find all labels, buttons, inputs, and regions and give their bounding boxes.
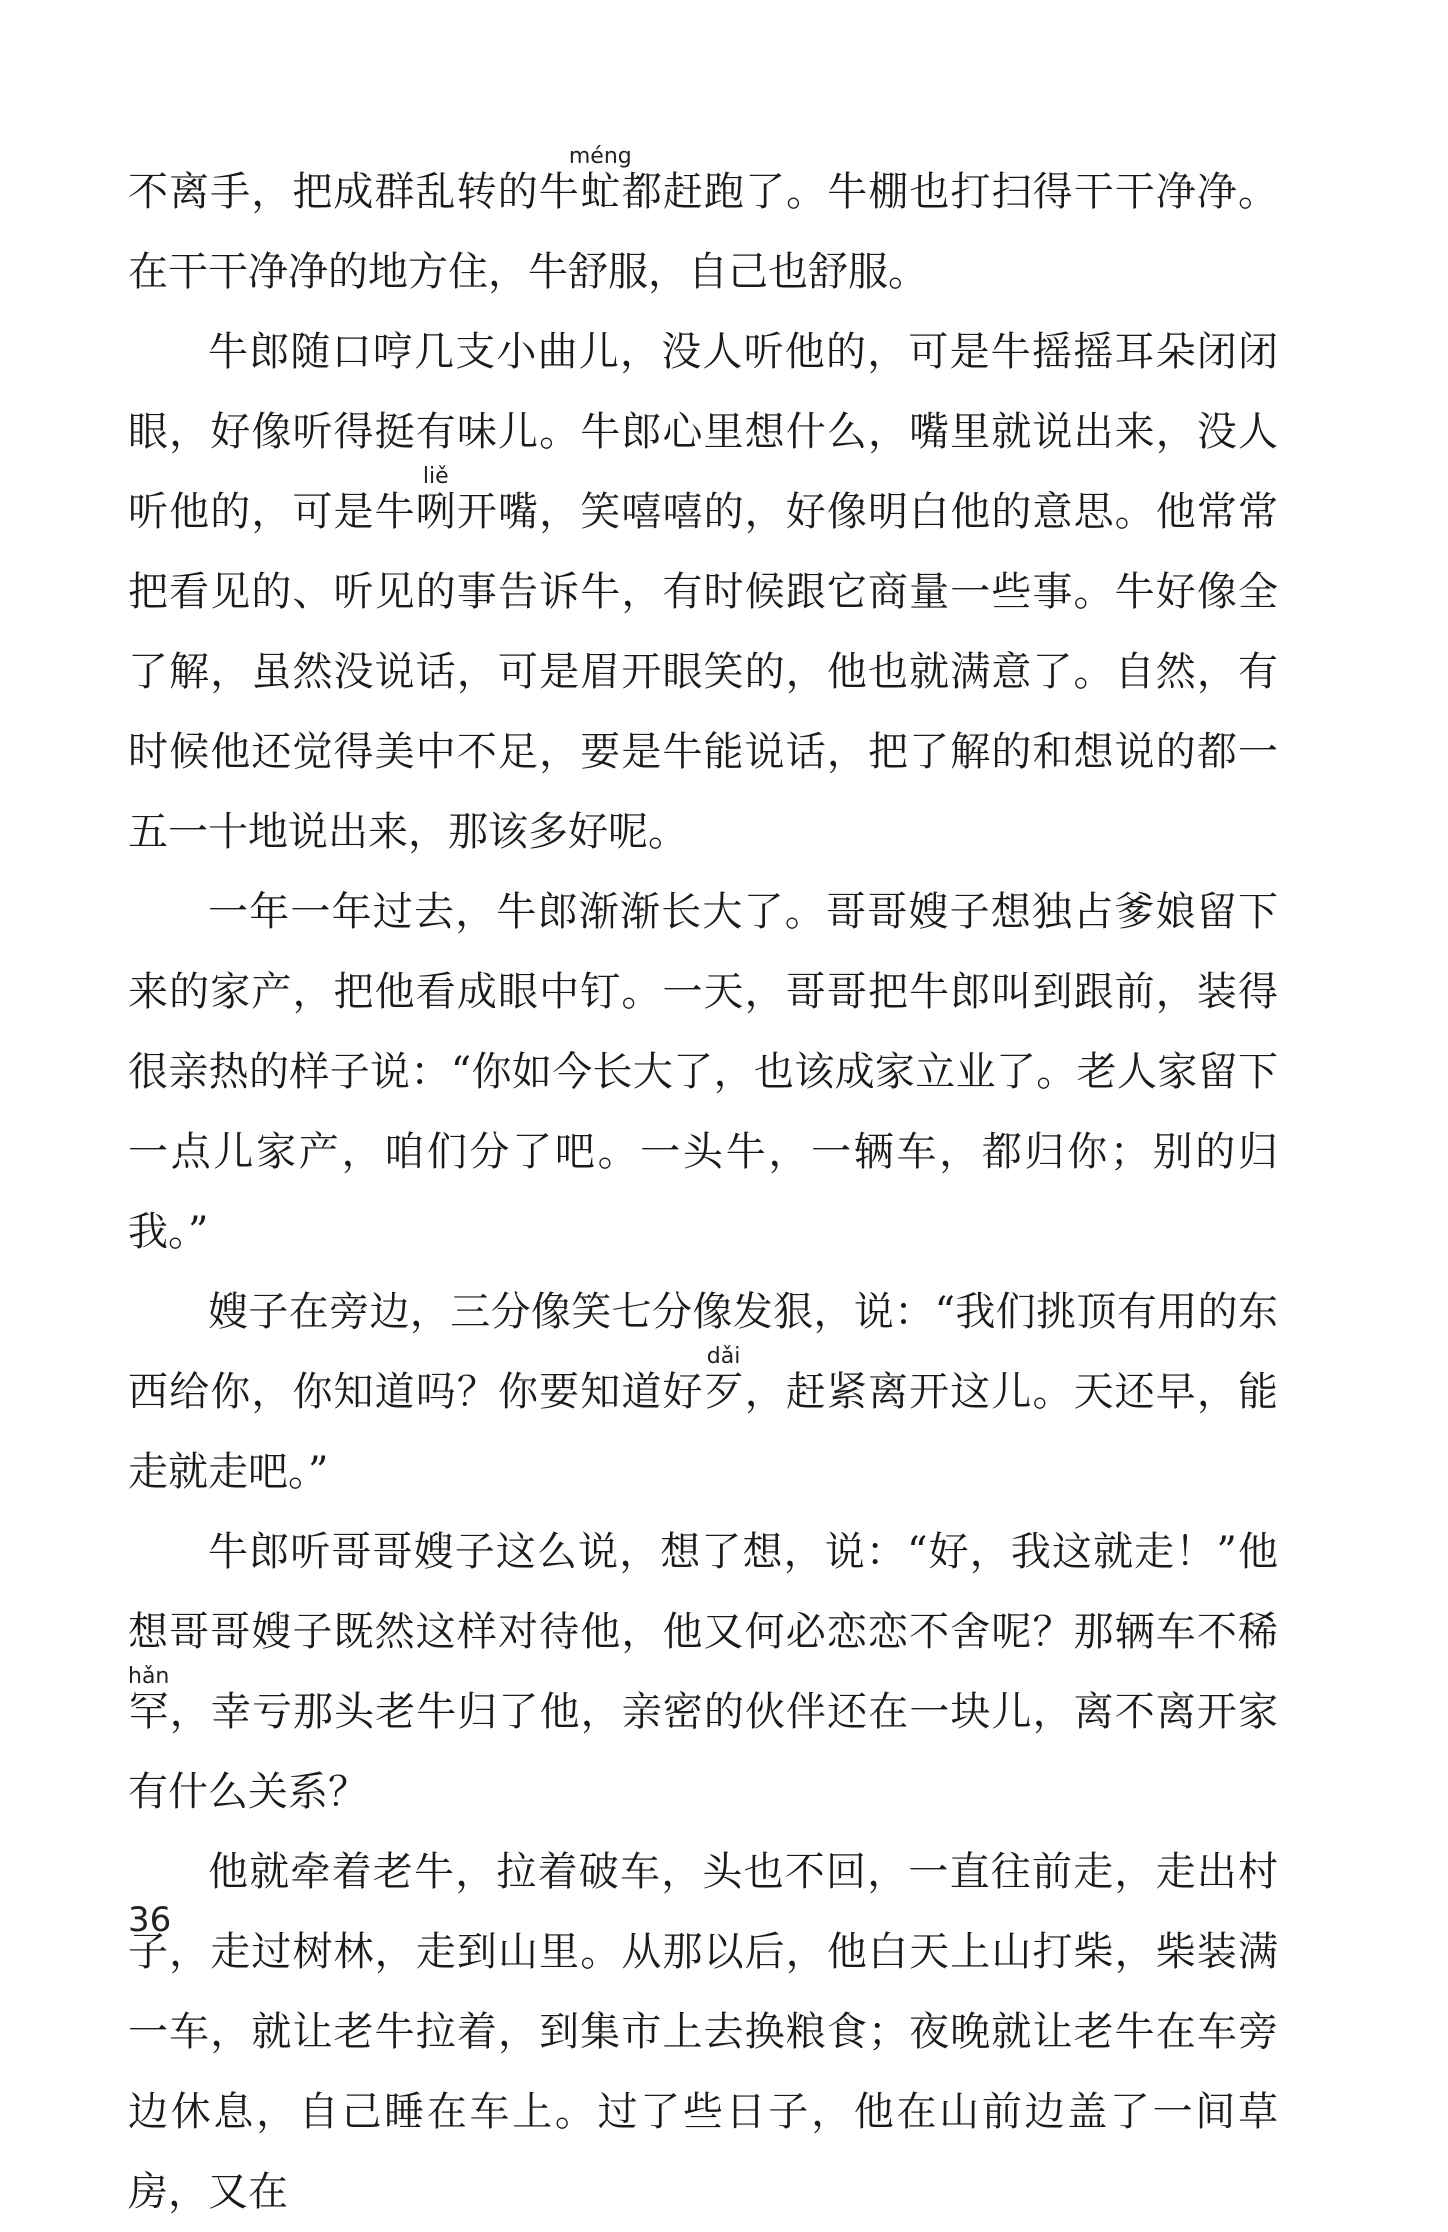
text-segment: 他就牵着老牛，拉着破车，头也不回，一直往前走，走出村子，走过树林，走到山里。从那以后，他白天上山打柴，柴装满一车，就让老牛拉着，到集市上去换粮食；夜晚就让老牛在车旁边休息，自己睡在车上。过了些日子，他在山前边盖了一间草房，又在 (128, 1849, 1278, 2215)
text-segment: 一年一年过去，牛郎渐渐长大了。哥哥嫂子想独占爹娘留下来的家产，把他看成眼中钉。一天，哥哥把牛郎叫到跟前，装得很亲热的样子说：“你如今长大了，也该成家立业了。老人家留下一点儿家产，咱们分了吧。一头牛，一辆车，都归你；别的归我。” (128, 889, 1278, 1255)
text-segment: 嫂子在旁边，三分像笑七分像发狠，说：“我们挑顶有用的东西给你，你知道吗？你要知道好 (128, 1289, 1278, 1415)
paragraph-1 (128, 146, 1278, 312)
text-segment: ，幸亏那头老牛归了他，亲密的伙伴还在一块儿，离不离开家有什么关系？ (128, 1689, 1278, 1815)
paragraph-2 (128, 312, 1278, 872)
text-segment: 牛郎听哥哥嫂子这么说，想了想，说：“好，我这就走！”他想哥哥嫂子既然这样对待他，他又何必恋恋不舍呢？那辆车不稀 (128, 1529, 1278, 1655)
pinyin-annotated-char: 咧liě (415, 464, 457, 535)
text-segment: 不离手，把成群乱转的牛 (128, 169, 580, 215)
pinyin-annotated-char: 虻méng (568, 144, 632, 215)
paragraph-5 (128, 1512, 1278, 1832)
pinyin-annotation: hǎn (128, 1664, 170, 1689)
page-number: 36 (128, 1900, 172, 1940)
pinyin-annotation: liě (415, 464, 456, 489)
story-text (128, 146, 1278, 2232)
paragraph-4 (128, 1272, 1278, 1512)
pinyin-annotated-char: 罕hǎn (128, 1664, 170, 1735)
paragraph-3 (128, 872, 1278, 1272)
pinyin-annotated-char: 歹dǎi (703, 1344, 745, 1415)
paragraph-6 (128, 1832, 1278, 2232)
text-segment: 都赶跑了。牛棚也打扫得干干净净。在干干净净的地方住，牛舒服，自己也舒服。 (128, 169, 1279, 295)
pinyin-annotation: méng (568, 144, 632, 169)
text-segment: ，赶紧离开这儿。天还早，能走就走吧。” (128, 1369, 1279, 1495)
text-segment: 牛郎随口哼几支小曲儿，没人听他的，可是牛摇摇耳朵闭闭眼，好像听得挺有味儿。牛郎心里想什么，嘴里就说出来，没人听他的，可是牛 (128, 329, 1278, 535)
text-segment: 开嘴，笑嘻嘻的，好像明白他的意思。他常常把看见的、听见的事告诉牛，有时候跟它商量一些事。牛好像全了解，虽然没说话，可是眉开眼笑的，他也就满意了。自然，有时候他还觉得美中不足，要是牛能说话，把了解的和想说的都一五一十地说出来，那该多好呢。 (128, 489, 1279, 855)
pinyin-annotation: dǎi (703, 1344, 744, 1369)
